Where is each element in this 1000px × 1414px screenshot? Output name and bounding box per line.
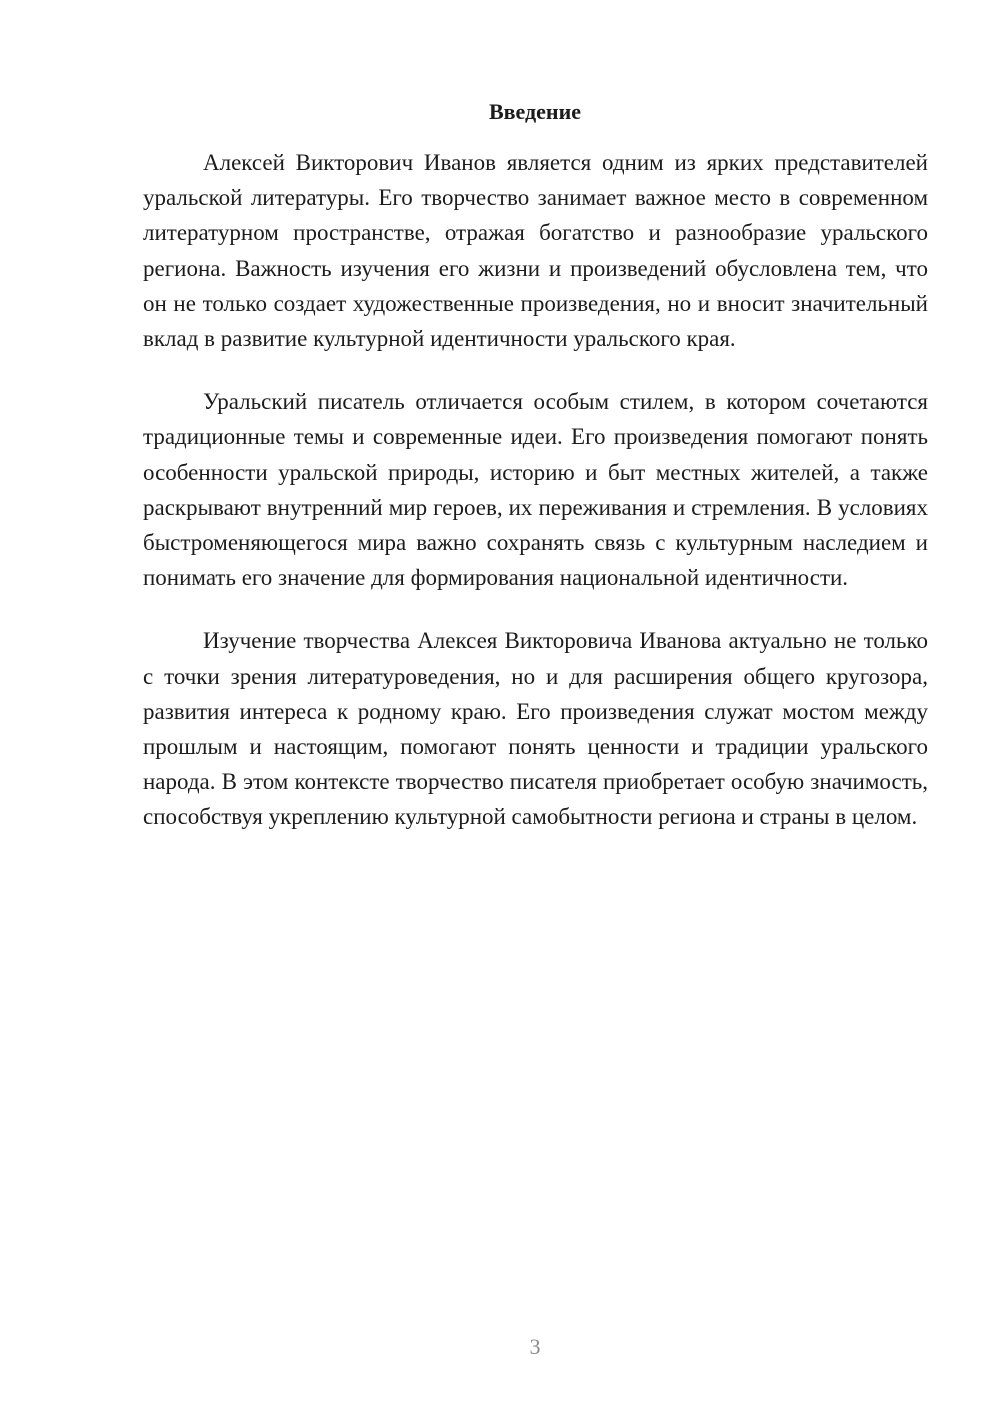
page-number: 3: [529, 1334, 541, 1359]
body-text: [143, 145, 928, 863]
paragraph-1: Алексей Викторович Иванов является одним из ярких представителей уральской литературы. Его творчество занимает важное место в современном литературном пространстве, отражая богатство и разнообразие уральского региона. Важность изучения его жизни и произведений обусловлена тем, что он не только создает художественные произведения, но и вносит значительный вклад в развитие культурной идентичности уральского края.: [143, 150, 928, 352]
paragraph-3: Изучение творчества Алексея Викторовича Иванова актуально не только с точки зрения литературоведения, но и для расширения общего кругозора, развития интереса к родному краю. Его произведения служат мостом между прошлым и настоящим, помогают понять ценности и традиции уральского народа. В этом контексте творчество писателя приобретает особую значимость, способствуя укреплению культурной самобытности региона и страны в целом.: [143, 628, 928, 830]
section-heading: Введение: [488, 99, 582, 124]
paragraph-2: Уральский писатель отличается особым стилем, в котором сочетаются традиционные темы и современные идеи. Его произведения помогают понять особенности уральской природы, историю и быт местных жителей, а также раскрывают внутренний мир героев, их переживания и стремления. В условиях быстроменяющегося мира важно сохранять связь с культурным наследием и понимать его значение для формирования национальной идентичности.: [143, 389, 928, 591]
